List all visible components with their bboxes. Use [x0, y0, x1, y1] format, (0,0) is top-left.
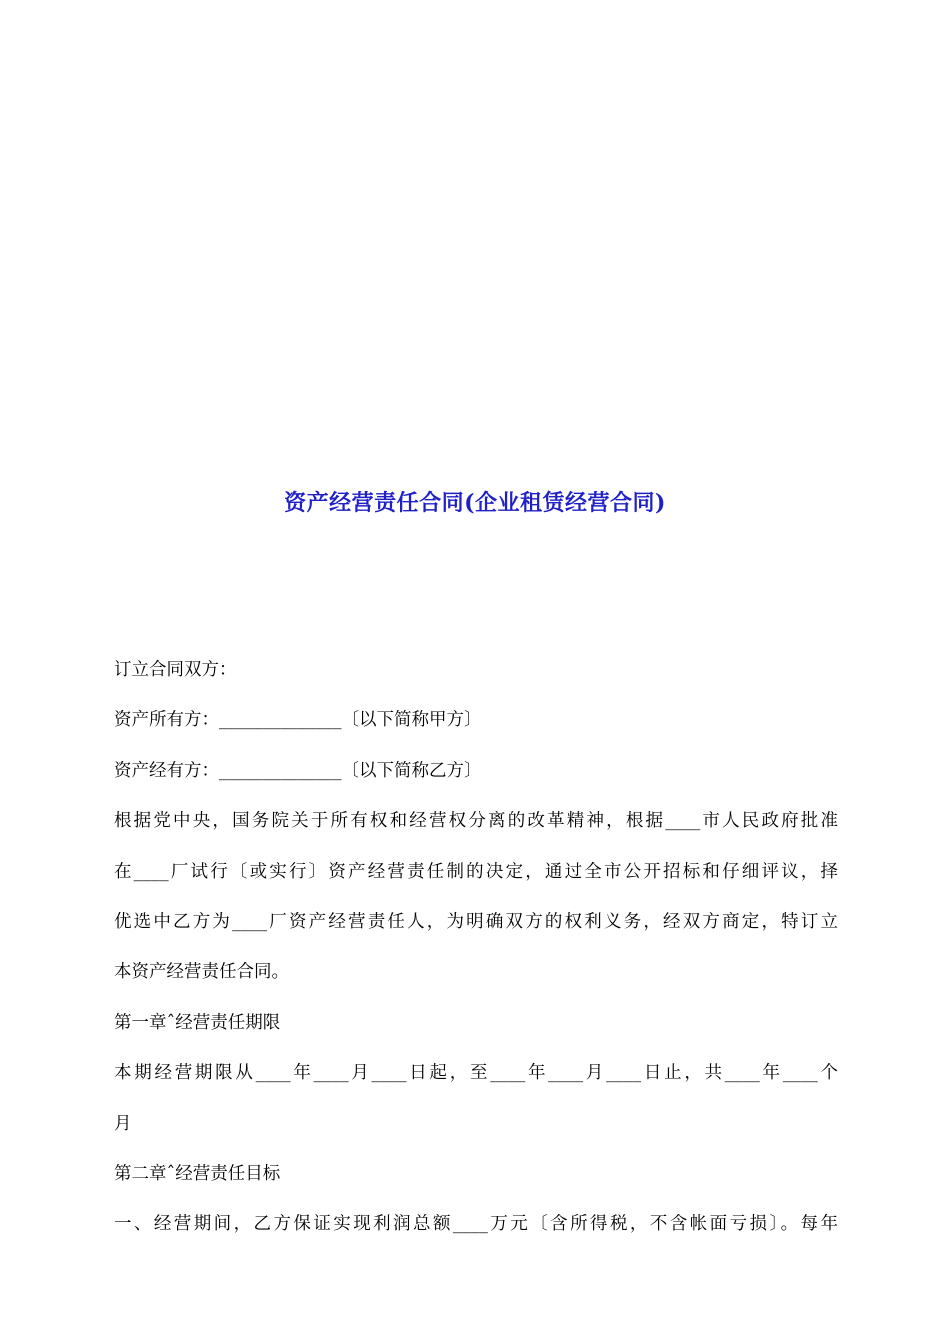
document-title: 资产经营责任合同(企业租赁经营合同)	[284, 490, 666, 516]
text-line: 在____厂试行〔或实行〕资产经营责任制的决定，通过全市公开招标和仔细评议，择	[114, 861, 838, 882]
text-line: 一、经营期间，乙方保证实现利润总额____万元〔含所得税，不含帐面亏损〕。每年	[114, 1214, 838, 1235]
text-line: 本资产经营责任合同。	[114, 962, 289, 983]
text-line: 资产所有方：______________〔以下简称甲方〕	[114, 710, 482, 731]
text-line: 资产经有方：______________〔以下简称乙方〕	[114, 760, 482, 781]
chapter-heading: 第一章ˆ经营责任期限	[114, 1012, 281, 1033]
text-line: 月	[114, 1113, 132, 1134]
text-line: 优选中乙方为____厂资产经营责任人，为明确双方的权利义务，经双方商定，特订立	[114, 911, 838, 932]
text-line: 订立合同双方：	[114, 660, 237, 680]
chapter-heading: 第二章ˆ经营责任目标	[114, 1163, 281, 1184]
text-line: 本期经营期限从____年____月____日起，至____年____月____日止，共____年____个	[114, 1063, 838, 1084]
document-body	[114, 654, 838, 1259]
text-line: 根据党中央，国务院关于所有权和经营权分离的改革精神，根据____市人民政府批准	[114, 811, 838, 832]
